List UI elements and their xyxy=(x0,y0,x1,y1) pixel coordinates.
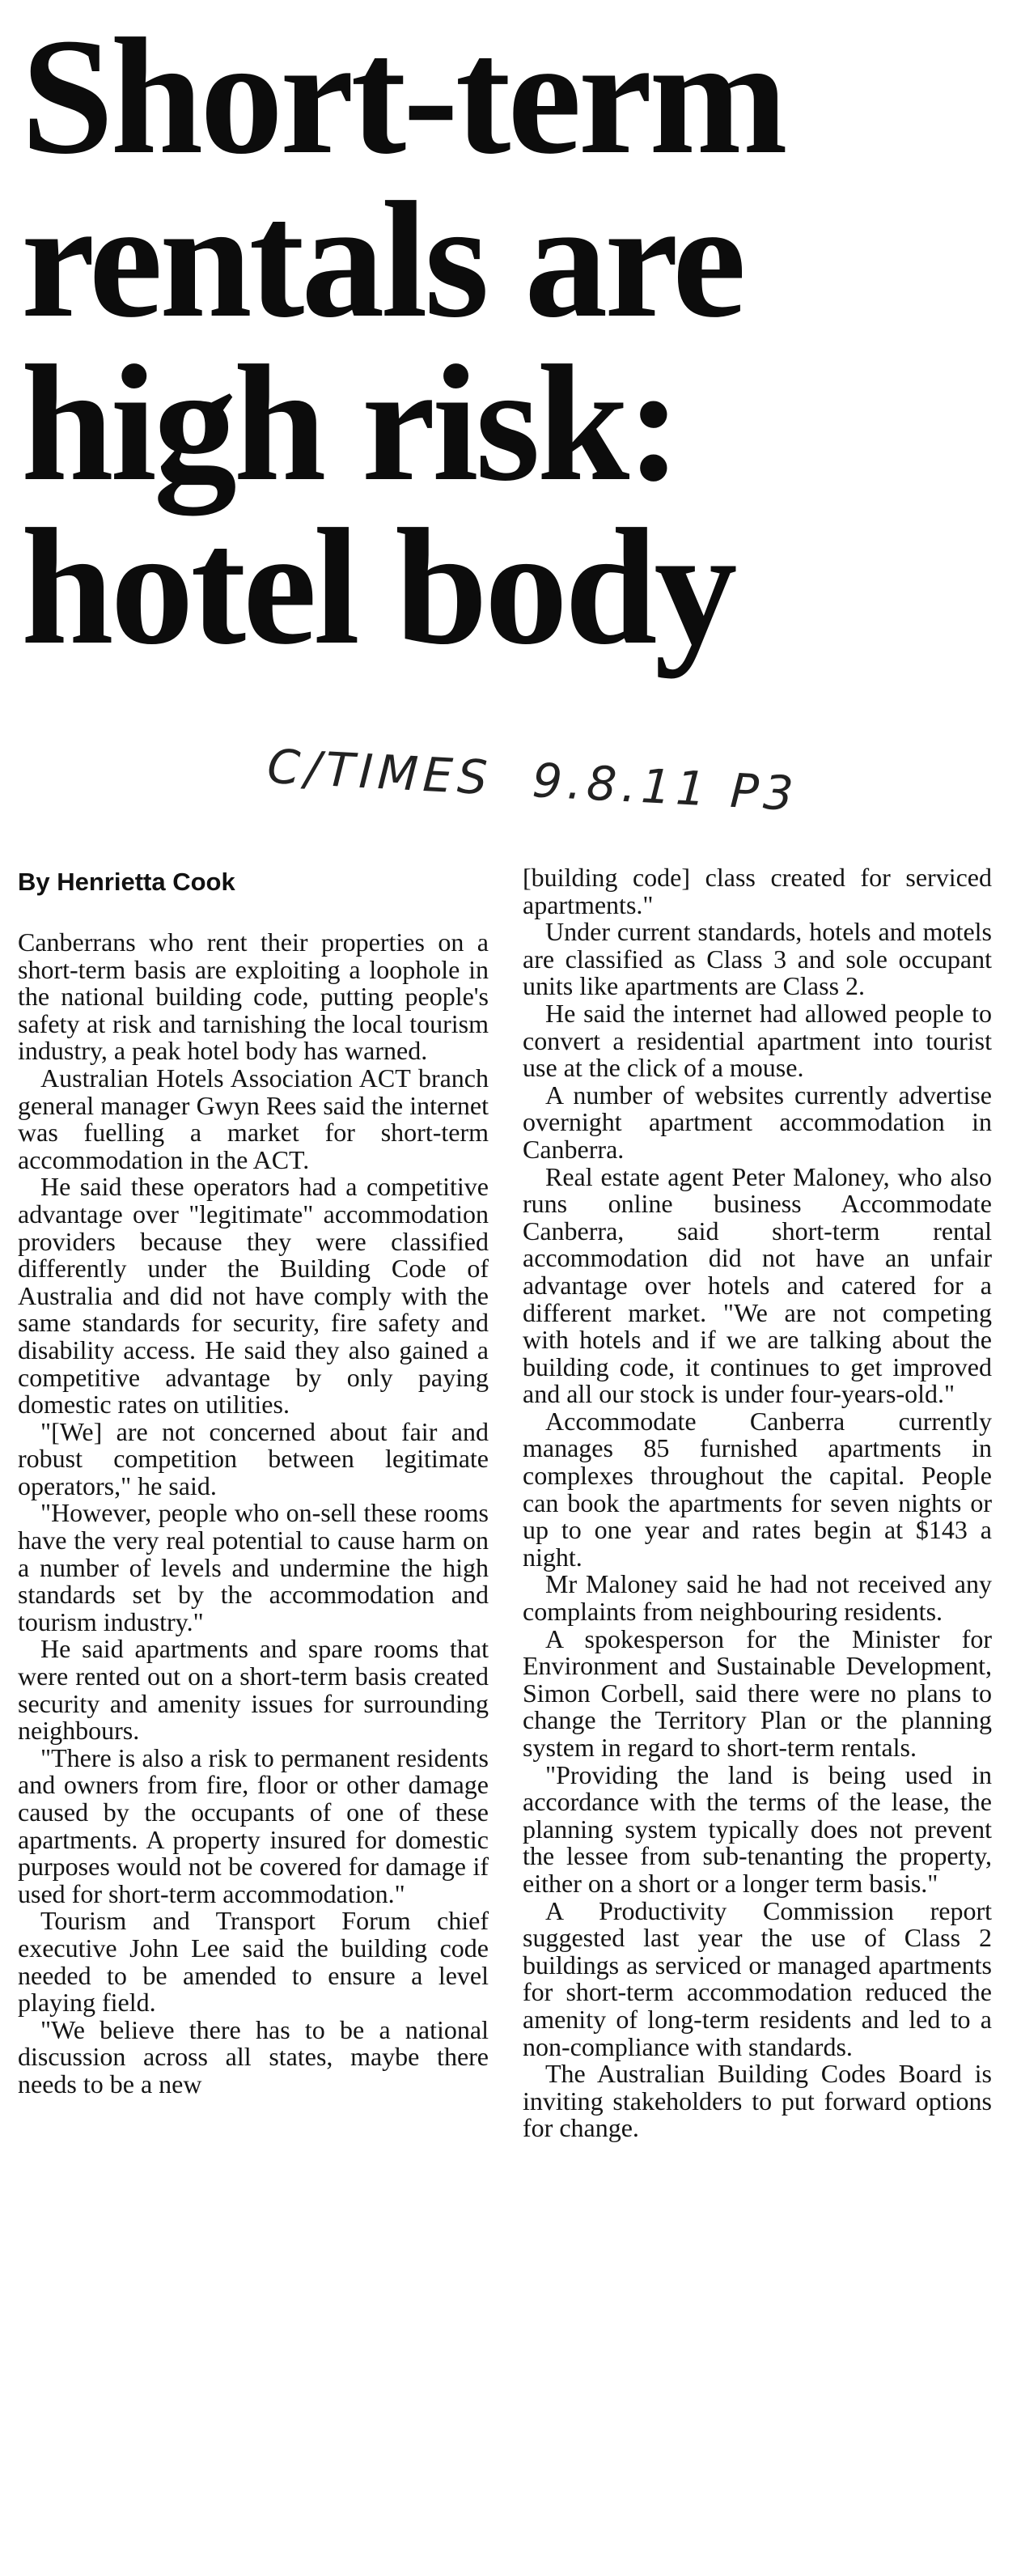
paragraph: The Australian Building Codes Board is inviting stakeholders to put forward options for change. xyxy=(523,2059,992,2143)
handwritten-date-page: 9.8.11 P3 xyxy=(531,753,800,822)
paragraph: Real estate agent Peter Maloney, who also runs online business Accommodate Canberra, said short-term rental accommodation did not have an unfair advantage over hotels and catered for a different market. "We are not competing with hotels and if we are talking about the building code, it continues to get improved and all our stock is under four-years-old." xyxy=(523,1161,992,1409)
paragraph: A spokesperson for the Minister for Environment and Sustainable Development, Simon Corbell, said there were no plans to change the Territory Plan or the planning system in regard to short-term rentals. xyxy=(523,1623,992,1762)
byline: By Henrietta Cook xyxy=(18,868,235,896)
paragraph: "There is also a risk to permanent residents and owners from fire, floor or other damage caused by the occupants of one of these apartments. A property insured for domestic purposes would not be covered for damage if used for short-term accommodation." xyxy=(18,1742,489,1908)
paragraph: Under current standards, hotels and motels are classified as Class 3 and sole occupant units like apartments are Class 2. xyxy=(523,917,992,1001)
paragraph: He said these operators had a competitive advantage over "legitimate" accommodation providers because they were classified differently under the Building Code of Australia and did not have comply with the same standards for security, fire safety and disability access. He said they also gained a competitive advantage by only paying domestic rates on utilities. xyxy=(18,1172,489,1420)
headline-line: hotel body xyxy=(21,494,735,679)
paragraph: Tourism and Transport Forum chief executive John Lee said the building code needed to be amended to ensure a level playing field. xyxy=(18,1906,489,2018)
handwritten-source-note xyxy=(266,739,800,821)
paragraph: "Providing the land is being used in accordance with the terms of the lease, the planning system typically does not prevent the lessee from sub-tenanting the property, either on a short or a longer term basis." xyxy=(523,1759,992,1898)
paragraph: A Productivity Commission report suggested last year the use of Class 2 buildings as serviced or managed apartments for short-term accommodation reduced the amenity of long-term residents and led to a non-compliance with standards. xyxy=(523,1895,992,2061)
right-column xyxy=(523,864,992,2142)
headline-line: high risk: xyxy=(21,330,679,516)
paragraph: Australian Hotels Association ACT branch general manager Gwyn Rees said the internet was fuelling a market for short-term accommodation in the ACT. xyxy=(18,1063,489,1174)
paragraph: He said the internet had allowed people to convert a residential apartment into tourist use at the click of a mouse. xyxy=(523,998,992,1083)
paragraph: He said apartments and spare rooms that were rented out on a short-term basis created security and amenity issues for surrounding neighbours. xyxy=(18,1634,489,1746)
paragraph: "However, people who on-sell these rooms have the very real potential to cause harm on a number of levels and undermine the high standards set by the accommodation and tourism industry." xyxy=(18,1498,489,1636)
headline xyxy=(21,3,1000,679)
headline-line: Short-term xyxy=(21,3,785,189)
paragraph: Accommodate Canberra currently manages 85 furnished apartments in complexes throughout the capital. People can book the apartments for seven nights or up to one year and rates begin at $143 a night. xyxy=(523,1406,992,1572)
paragraph: [building code] class created for serviced apartments." xyxy=(523,863,992,919)
paragraph: Canberrans who rent their properties on a short-term basis are exploiting a loophole in the national building code, putting people's safety at risk and tarnishing the local tourism industry, a peak hotel body has warned. xyxy=(18,927,489,1066)
paragraph: A number of websites currently advertise overnight apartment accommodation in Canberra. xyxy=(523,1080,992,1164)
left-column xyxy=(18,929,489,2099)
headline-line: rentals are xyxy=(21,167,744,352)
paragraph: "[We] are not concerned about fair and robust competition between legitimate operators," he said. xyxy=(18,1416,489,1500)
handwritten-source: C/TIMES xyxy=(265,738,494,806)
paragraph: "We believe there has to be a national discussion across all states, maybe there needs to be a new xyxy=(18,2014,489,2099)
paragraph: Mr Maloney said he had not received any complaints from neighbouring residents. xyxy=(523,1569,992,1627)
